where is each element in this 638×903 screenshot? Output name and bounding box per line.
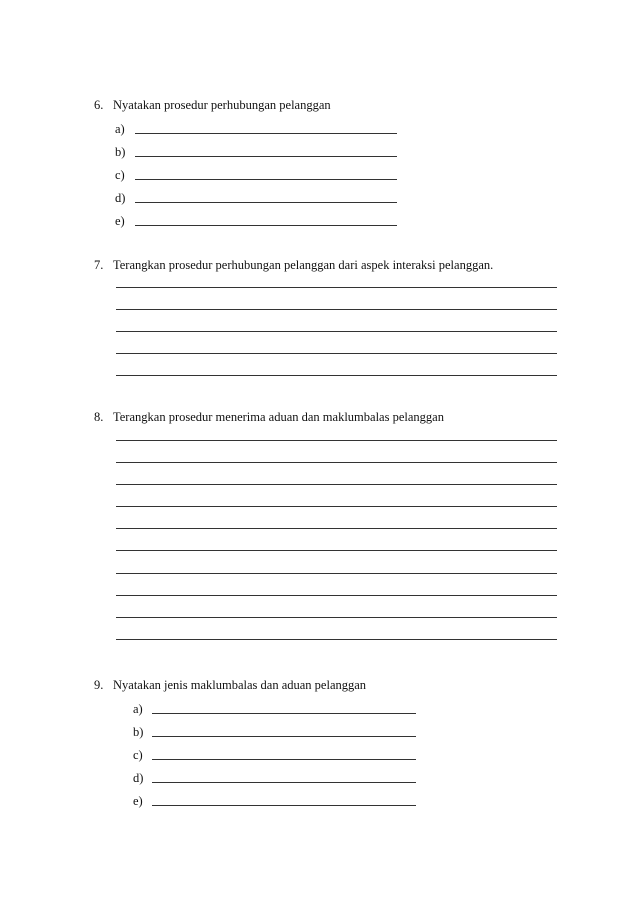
question-number: 6. (94, 98, 104, 112)
q6-item-c (115, 168, 133, 182)
item-label: b) (133, 725, 144, 739)
q8-answer-line-9[interactable] (116, 617, 557, 618)
item-label: a) (115, 122, 125, 136)
item-label: a) (133, 702, 143, 716)
q8-answer-line-4[interactable] (116, 506, 557, 507)
q7-answer-line-1[interactable] (116, 287, 557, 288)
q9-item-b (133, 725, 151, 739)
q8-answer-line-6[interactable] (116, 550, 557, 551)
item-label: d) (115, 191, 126, 205)
question-8-title (94, 410, 444, 424)
q8-answer-line-3[interactable] (116, 484, 557, 485)
q6-answer-line-d[interactable] (135, 202, 397, 203)
q8-answer-line-10[interactable] (116, 639, 557, 640)
q9-item-e (133, 794, 151, 808)
q7-answer-line-5[interactable] (116, 375, 557, 376)
q8-answer-line-8[interactable] (116, 595, 557, 596)
q6-item-a (115, 122, 133, 136)
q8-answer-line-2[interactable] (116, 462, 557, 463)
q9-answer-line-c[interactable] (152, 759, 416, 760)
question-text: Nyatakan prosedur perhubungan pelanggan (113, 98, 331, 112)
q9-answer-line-b[interactable] (152, 736, 416, 737)
q6-answer-line-e[interactable] (135, 225, 397, 226)
q9-answer-line-a[interactable] (152, 713, 416, 714)
q9-answer-line-e[interactable] (152, 805, 416, 806)
q7-answer-line-3[interactable] (116, 331, 557, 332)
q9-item-a (133, 702, 151, 716)
item-label: e) (133, 794, 143, 808)
q7-answer-line-4[interactable] (116, 353, 557, 354)
question-9-title (94, 678, 366, 692)
q9-item-d (133, 771, 151, 785)
question-7-title (94, 258, 493, 272)
question-6-title (94, 98, 331, 112)
q9-item-c (133, 748, 151, 762)
question-text: Terangkan prosedur menerima aduan dan maklumbalas pelanggan (113, 410, 444, 424)
question-text: Terangkan prosedur perhubungan pelanggan dari aspek interaksi pelanggan. (113, 258, 494, 272)
q6-item-e (115, 214, 133, 228)
q8-answer-line-7[interactable] (116, 573, 557, 574)
item-label: c) (133, 748, 143, 762)
item-label: b) (115, 145, 126, 159)
item-label: c) (115, 168, 125, 182)
q6-answer-line-a[interactable] (135, 133, 397, 134)
item-label: e) (115, 214, 125, 228)
q8-answer-line-1[interactable] (116, 440, 557, 441)
q6-item-d (115, 191, 133, 205)
question-text: Nyatakan jenis maklumbalas dan aduan pelanggan (113, 678, 367, 692)
q9-answer-line-d[interactable] (152, 782, 416, 783)
q6-answer-line-b[interactable] (135, 156, 397, 157)
q7-answer-line-2[interactable] (116, 309, 557, 310)
item-label: d) (133, 771, 144, 785)
question-number: 7. (94, 258, 104, 272)
question-number: 8. (94, 410, 104, 424)
q6-item-b (115, 145, 133, 159)
q6-answer-line-c[interactable] (135, 179, 397, 180)
q8-answer-line-5[interactable] (116, 528, 557, 529)
question-number: 9. (94, 678, 104, 692)
